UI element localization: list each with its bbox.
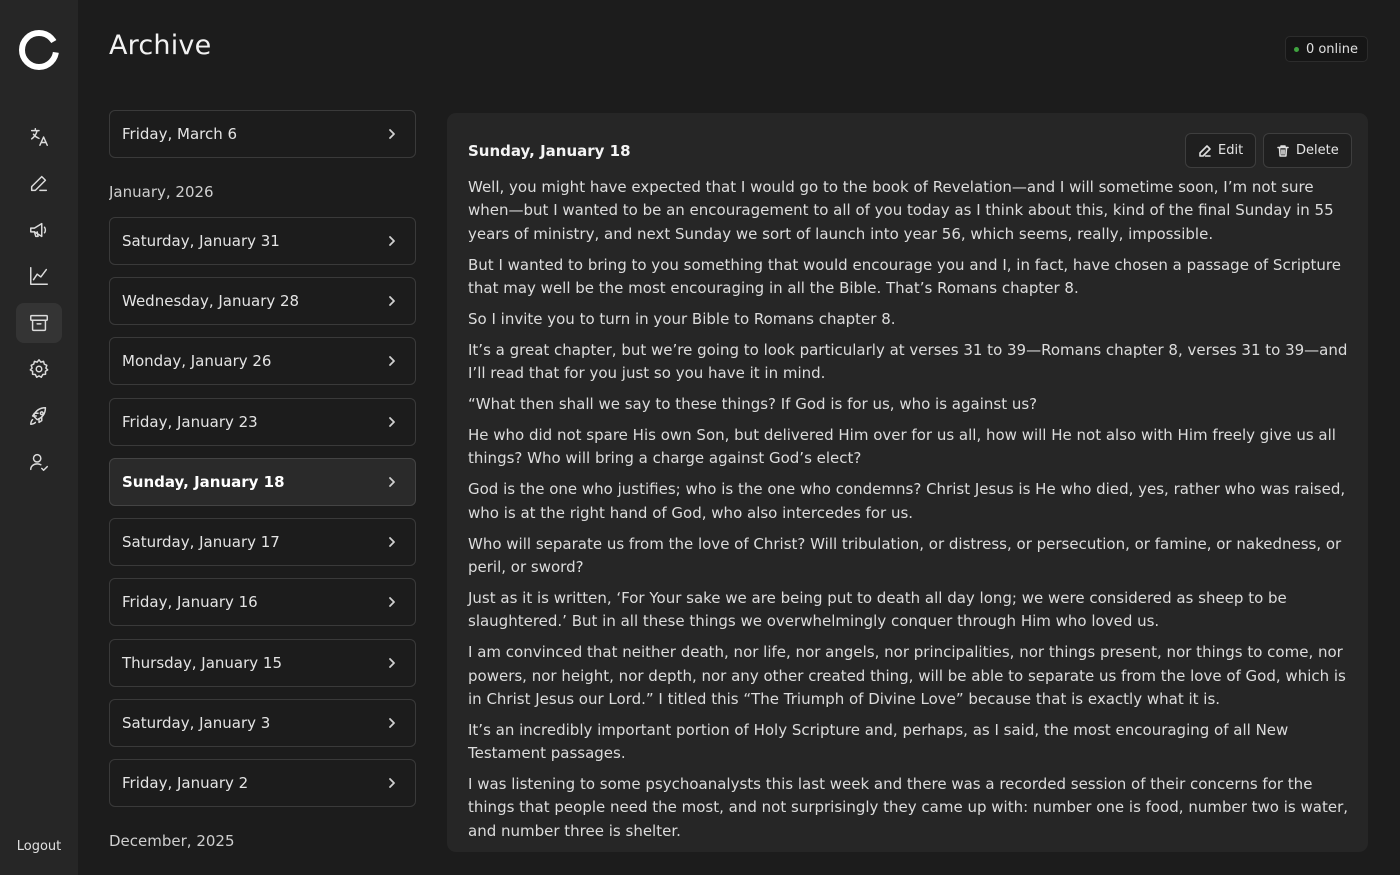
nav-write[interactable]: [16, 163, 62, 203]
edit-button[interactable]: Edit: [1185, 133, 1256, 168]
entry-title: Sunday, January 18: [468, 142, 631, 160]
chevron-right-icon: [385, 294, 399, 308]
body-paragraph: But I wanted to bring to you something that would encourage you and I, in fact, have chosen a passage of Scripture that may well be the most encouraging in all the Bible. That’s Romans chapter 8.: [468, 255, 1342, 297]
online-dot-icon: [1294, 47, 1299, 52]
chevron-right-icon: [385, 234, 399, 248]
body-paragraph: I am convinced that neither death, nor life, nor angels, nor principalities, nor things present, nor things to come, nor powers, nor height, nor depth, nor any other created thing, will be able to separate us from the love of God, which is in Christ Jesus our Lord.” I titled this “The Triumph of Divine Love” because that is exactly what it is.: [468, 643, 1346, 708]
logout-button[interactable]: Logout: [16, 839, 62, 854]
body-paragraph: It’s an incredibly important portion of Holy Scripture and, perhaps, as I said, the most encouraging of all New Testament passages.: [468, 720, 1289, 763]
chevron-right-icon: [385, 127, 399, 141]
translate-icon: [28, 126, 50, 148]
body-paragraph: God is the one who justifies; who is the one who condemns? Christ Jesus is He who died, yes, rather who was raised, who is at the right hand of God, who also intercedes for us.: [468, 480, 1346, 522]
gear-icon: [28, 358, 50, 380]
chevron-right-icon: [385, 716, 399, 730]
delete-button[interactable]: Delete: [1263, 133, 1352, 168]
chevron-right-icon: [385, 656, 399, 670]
body-paragraph: Who will separate us from the love of Christ? Will tribulation, or distress, or persecution, or famine, or nakedness, or peril, or sword?: [468, 534, 1342, 576]
sidebar-rail: [0, 0, 78, 875]
nav-launch[interactable]: [16, 396, 62, 436]
nav-analytics[interactable]: [16, 256, 62, 296]
chevron-right-icon: [385, 415, 399, 429]
chevron-right-icon: [385, 595, 399, 609]
list-item[interactable]: Monday, January 26: [109, 337, 416, 385]
rocket-icon: [28, 405, 50, 427]
body-paragraph: Just as it is written, ‘For Your sake we are being put to death all day long; we were considered as sheep to be slaughtered.’ But in all these things we overwhelmingly conquer through Him who loved us.: [468, 588, 1287, 631]
nav-translate[interactable]: [16, 117, 62, 157]
page-title: Archive: [109, 30, 212, 61]
body-paragraph: So I invite you to turn in your Bible to Romans chapter 8.: [468, 309, 896, 328]
online-count: 0 online: [1305, 41, 1358, 57]
list-item-selected[interactable]: Sunday, January 18: [109, 458, 416, 506]
list-item[interactable]: Friday, January 16: [109, 578, 416, 626]
chevron-right-icon: [385, 354, 399, 368]
month-header: December, 2025: [109, 832, 235, 850]
entry-detail-card: [447, 113, 1368, 852]
archive-list[interactable]: [109, 110, 416, 875]
nav-announcements[interactable]: [16, 210, 62, 250]
archive-icon: [28, 312, 50, 334]
chevron-right-icon: [385, 776, 399, 790]
chevron-right-icon: [385, 475, 399, 489]
list-item[interactable]: Friday, January 2: [109, 759, 416, 807]
trash-icon: [1276, 144, 1290, 158]
nav-archive[interactable]: [16, 303, 62, 343]
month-header: January, 2026: [109, 183, 214, 201]
body-paragraph: He who did not spare His own Son, but delivered Him over for us all, how will He not also with Him freely give us all things? Who will bring a charge against God’s elect?: [468, 426, 1336, 468]
nav-users[interactable]: [16, 442, 62, 482]
pen-icon: [28, 172, 50, 194]
online-status-badge: [1285, 36, 1368, 62]
nav-settings[interactable]: [16, 349, 62, 389]
megaphone-icon: [28, 219, 50, 241]
list-item[interactable]: Saturday, January 17: [109, 518, 416, 566]
chevron-right-icon: [385, 535, 399, 549]
list-item[interactable]: Friday, March 6: [109, 110, 416, 158]
pencil-icon: [1198, 144, 1212, 158]
body-paragraph: Well, you might have expected that I would go to the book of Revelation—and I will sometime soon, I’m not sure when—but I wanted to be an encouragement to all of you today as I think about this, kind of the final Sunday in 55 years of ministry, and next Sunday we sort of launch into year 56, which seems, really, impossible.: [468, 178, 1334, 243]
chart-icon: [28, 265, 50, 287]
logo-icon[interactable]: [18, 29, 60, 71]
body-paragraph: It’s a great chapter, but we’re going to look particularly at verses 31 to 39—Romans chapter 8, verses 31 to 39—and I’ll read that for you just so you have it in mind.: [468, 340, 1348, 383]
list-item[interactable]: Saturday, January 3: [109, 699, 416, 747]
list-item[interactable]: Thursday, January 15: [109, 639, 416, 687]
list-item[interactable]: Saturday, January 31: [109, 217, 416, 265]
body-paragraph: I was listening to some psychoanalysts this last week and there was a recorded session of their concerns for the things that people need the most, and not surprisingly they came up with: number one is food, number two is water, and number three is shelter.: [468, 775, 1349, 840]
list-item[interactable]: Friday, January 23: [109, 398, 416, 446]
list-item[interactable]: Wednesday, January 28: [109, 277, 416, 325]
entry-body: [468, 176, 1354, 851]
users-icon: [28, 451, 50, 473]
body-paragraph: “What then shall we say to these things? If God is for us, who is against us?: [468, 395, 1038, 414]
